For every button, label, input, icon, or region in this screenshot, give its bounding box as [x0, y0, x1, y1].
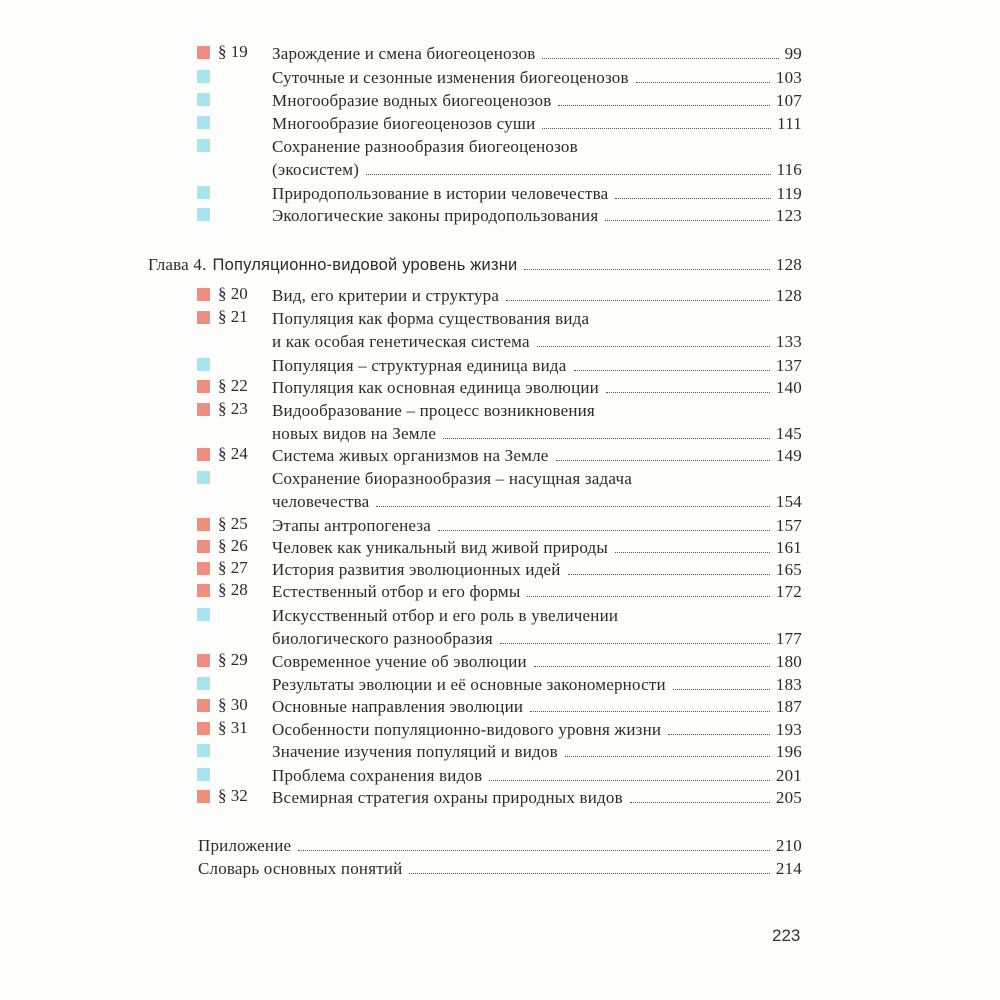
- page-ref: 201: [775, 766, 802, 785]
- entry-title: Этапы антропогенеза: [272, 516, 432, 535]
- entry-title: Искусственный отбор и его роль в увеличении: [272, 606, 619, 625]
- entry-line: [198, 832, 802, 856]
- topic-marker-icon: [197, 608, 210, 621]
- entry-title: Результаты эволюции и её основные закономерности: [272, 675, 666, 694]
- page-ref: 172: [775, 582, 802, 601]
- page-ref: 161: [775, 538, 802, 557]
- paragraph-marker-icon: [197, 380, 210, 393]
- entry-title: Природопользование в истории человечества: [272, 184, 609, 203]
- page-ref: 137: [775, 356, 802, 375]
- entry-title: биологического разнообразия: [272, 629, 493, 648]
- entry-title: Популяция – структурная единица вида: [272, 356, 567, 375]
- entry-line: [272, 40, 802, 64]
- page-number: 223: [772, 926, 801, 945]
- section-number: § 29: [218, 650, 248, 669]
- chapter-label: Глава 4.: [148, 255, 207, 274]
- page-ref: 123: [775, 206, 802, 225]
- topic-marker-icon: [197, 358, 210, 371]
- entry-title: и как особая генетическая система: [272, 332, 530, 351]
- entry-line: [272, 738, 802, 762]
- paragraph-marker-icon: [197, 722, 210, 735]
- paragraph-marker-icon: [197, 518, 210, 531]
- page-ref: 145: [775, 424, 802, 443]
- entry-line: [272, 420, 802, 444]
- dot-leader: [298, 850, 770, 851]
- dot-leader: [556, 460, 770, 461]
- page-ref: 193: [775, 720, 802, 739]
- topic-marker-icon: [197, 186, 210, 199]
- entry-line: [272, 87, 802, 111]
- dot-leader: [366, 174, 770, 175]
- entry-line: [272, 512, 802, 536]
- dot-leader: [506, 300, 770, 301]
- entry-title: Значение изучения популяций и видов: [272, 742, 558, 761]
- dot-leader: [537, 346, 770, 347]
- page-ref: 210: [775, 836, 802, 855]
- dot-leader: [527, 596, 769, 597]
- dot-leader: [542, 128, 771, 129]
- entry-title: Многообразие биогеоценозов суши: [272, 114, 536, 133]
- dot-leader: [615, 198, 770, 199]
- page-ref: 177: [775, 629, 802, 648]
- topic-marker-icon: [197, 744, 210, 757]
- entry-line: [272, 180, 802, 204]
- entry-title: Приложение: [198, 836, 292, 855]
- page-ref: 214: [775, 859, 802, 878]
- page-ref: 187: [775, 697, 802, 716]
- entry-line: [272, 488, 802, 512]
- page-ref: 154: [775, 492, 802, 511]
- entry-title: Сохранение биоразнообразия – насущная задача: [272, 469, 632, 488]
- entry-line: [272, 465, 802, 489]
- paragraph-marker-icon: [197, 403, 210, 416]
- page-ref: 128: [775, 286, 802, 305]
- entry-line: [272, 534, 802, 558]
- topic-marker-icon: [197, 70, 210, 83]
- entry-title: новых видов на Земле: [272, 424, 437, 443]
- dot-leader: [574, 370, 770, 371]
- page-ref: 183: [775, 675, 802, 694]
- section-number: § 19: [218, 42, 248, 61]
- page-ref: 99: [784, 44, 802, 63]
- section-number: § 20: [218, 284, 248, 303]
- dot-leader: [530, 711, 770, 712]
- page-ref: 149: [775, 446, 802, 465]
- topic-marker-icon: [197, 116, 210, 129]
- paragraph-marker-icon: [197, 584, 210, 597]
- dot-leader: [668, 734, 770, 735]
- entry-line: [198, 855, 802, 879]
- page-ref: 103: [775, 68, 802, 87]
- entry-line: [272, 156, 802, 180]
- paragraph-marker-icon: [197, 562, 210, 575]
- section-number: § 24: [218, 444, 248, 463]
- topic-marker-icon: [197, 677, 210, 690]
- paragraph-marker-icon: [197, 288, 210, 301]
- entry-line: [272, 110, 802, 134]
- paragraph-marker-icon: [197, 699, 210, 712]
- dot-leader: [565, 756, 770, 757]
- paragraph-marker-icon: [197, 654, 210, 667]
- paragraph-marker-icon: [197, 46, 210, 59]
- section-number: § 26: [218, 536, 248, 555]
- page-ref: 180: [775, 652, 802, 671]
- page-ref: 133: [775, 332, 802, 351]
- section-number: § 30: [218, 695, 248, 714]
- paragraph-marker-icon: [197, 790, 210, 803]
- dot-leader: [606, 392, 770, 393]
- entry-title: Вид, его критерии и структура: [272, 286, 500, 305]
- paragraph-marker-icon: [197, 448, 210, 461]
- entry-line: [272, 716, 802, 740]
- entry-title: Словарь основных понятий: [198, 859, 403, 878]
- entry-line: [272, 762, 802, 786]
- topic-marker-icon: [197, 139, 210, 152]
- entry-line: [272, 648, 802, 672]
- entry-title: Современное учение об эволюции: [272, 652, 527, 671]
- entry-line: [272, 397, 802, 421]
- entry-title: Всемирная стратегия охраны природных видов: [272, 788, 623, 807]
- section-number: § 31: [218, 718, 248, 737]
- page-ref: 111: [777, 114, 802, 133]
- dot-leader: [615, 552, 770, 553]
- dot-leader: [630, 802, 770, 803]
- entry-title: Основные направления эволюции: [272, 697, 524, 716]
- entry-title: Проблема сохранения видов: [272, 766, 483, 785]
- page-ref: 128: [775, 255, 802, 274]
- dot-leader: [558, 105, 769, 106]
- dot-leader: [409, 873, 769, 874]
- section-number: § 28: [218, 580, 248, 599]
- entry-line: [272, 578, 802, 602]
- dot-leader: [524, 269, 769, 270]
- section-number: § 23: [218, 399, 248, 418]
- page-ref: 140: [775, 378, 802, 397]
- entry-title: Особенности популяционно-видового уровня жизни: [272, 720, 662, 739]
- entry-title: Суточные и сезонные изменения биогеоценозов: [272, 68, 629, 87]
- entry-line: [272, 133, 802, 157]
- entry-title: Популяция как форма существования вида: [272, 309, 590, 328]
- entry-line: [272, 202, 802, 226]
- entry-line: [272, 693, 802, 717]
- section-number: § 25: [218, 514, 248, 533]
- dot-leader: [605, 220, 770, 221]
- entry-line: [148, 251, 802, 275]
- entry-title: Популяция как основная единица эволюции: [272, 378, 599, 397]
- chapter-title: Популяционно-видовой уровень жизни: [212, 256, 518, 274]
- section-number: § 22: [218, 376, 248, 395]
- entry-line: [272, 374, 802, 398]
- page-ref: 196: [775, 742, 802, 761]
- entry-line: [272, 602, 802, 626]
- dot-leader: [542, 58, 778, 59]
- paragraph-marker-icon: [197, 540, 210, 553]
- entry-line: [272, 556, 802, 580]
- section-number: § 27: [218, 558, 248, 577]
- section-number: § 21: [218, 307, 248, 326]
- dot-leader: [636, 82, 770, 83]
- page-ref: 165: [775, 560, 802, 579]
- section-number: § 32: [218, 786, 248, 805]
- entry-line: [272, 64, 802, 88]
- dot-leader: [534, 666, 770, 667]
- dot-leader: [568, 574, 770, 575]
- entry-title: (экосистем): [272, 160, 360, 179]
- entry-line: [272, 671, 802, 695]
- dot-leader: [376, 506, 770, 507]
- dot-leader: [438, 530, 770, 531]
- topic-marker-icon: [197, 768, 210, 781]
- entry-line: [272, 625, 802, 649]
- page-ref: 107: [775, 91, 802, 110]
- page-ref: 116: [776, 160, 802, 179]
- entry-title: Система живых организмов на Земле: [272, 446, 549, 465]
- dot-leader: [443, 438, 770, 439]
- topic-marker-icon: [197, 93, 210, 106]
- entry-line: [272, 442, 802, 466]
- entry-line: [272, 305, 802, 329]
- entry-title: Естественный отбор и его формы: [272, 582, 521, 601]
- entry-title: Сохранение разнообразия биогеоценозов: [272, 137, 578, 156]
- page-ref: 205: [775, 788, 802, 807]
- dot-leader: [673, 689, 770, 690]
- page-ref: 119: [776, 184, 802, 203]
- entry-title: Человек как уникальный вид живой природы: [272, 538, 609, 557]
- dot-leader: [489, 780, 770, 781]
- paragraph-marker-icon: [197, 311, 210, 324]
- entry-title: Многообразие водных биогеоценозов: [272, 91, 552, 110]
- entry-title: История развития эволюционных идей: [272, 560, 561, 579]
- entry-line: [272, 282, 802, 306]
- dot-leader: [500, 643, 770, 644]
- entry-title: человечества: [272, 492, 370, 511]
- entry-title: Экологические законы природопользования: [272, 206, 599, 225]
- topic-marker-icon: [197, 471, 210, 484]
- entry-line: [272, 328, 802, 352]
- topic-marker-icon: [197, 208, 210, 221]
- entry-line: [272, 784, 802, 808]
- entry-line: [272, 352, 802, 376]
- entry-title: Зарождение и смена биогеоценозов: [272, 44, 536, 63]
- entry-title: Видообразование – процесс возникновения: [272, 401, 595, 420]
- page-ref: 157: [775, 516, 802, 535]
